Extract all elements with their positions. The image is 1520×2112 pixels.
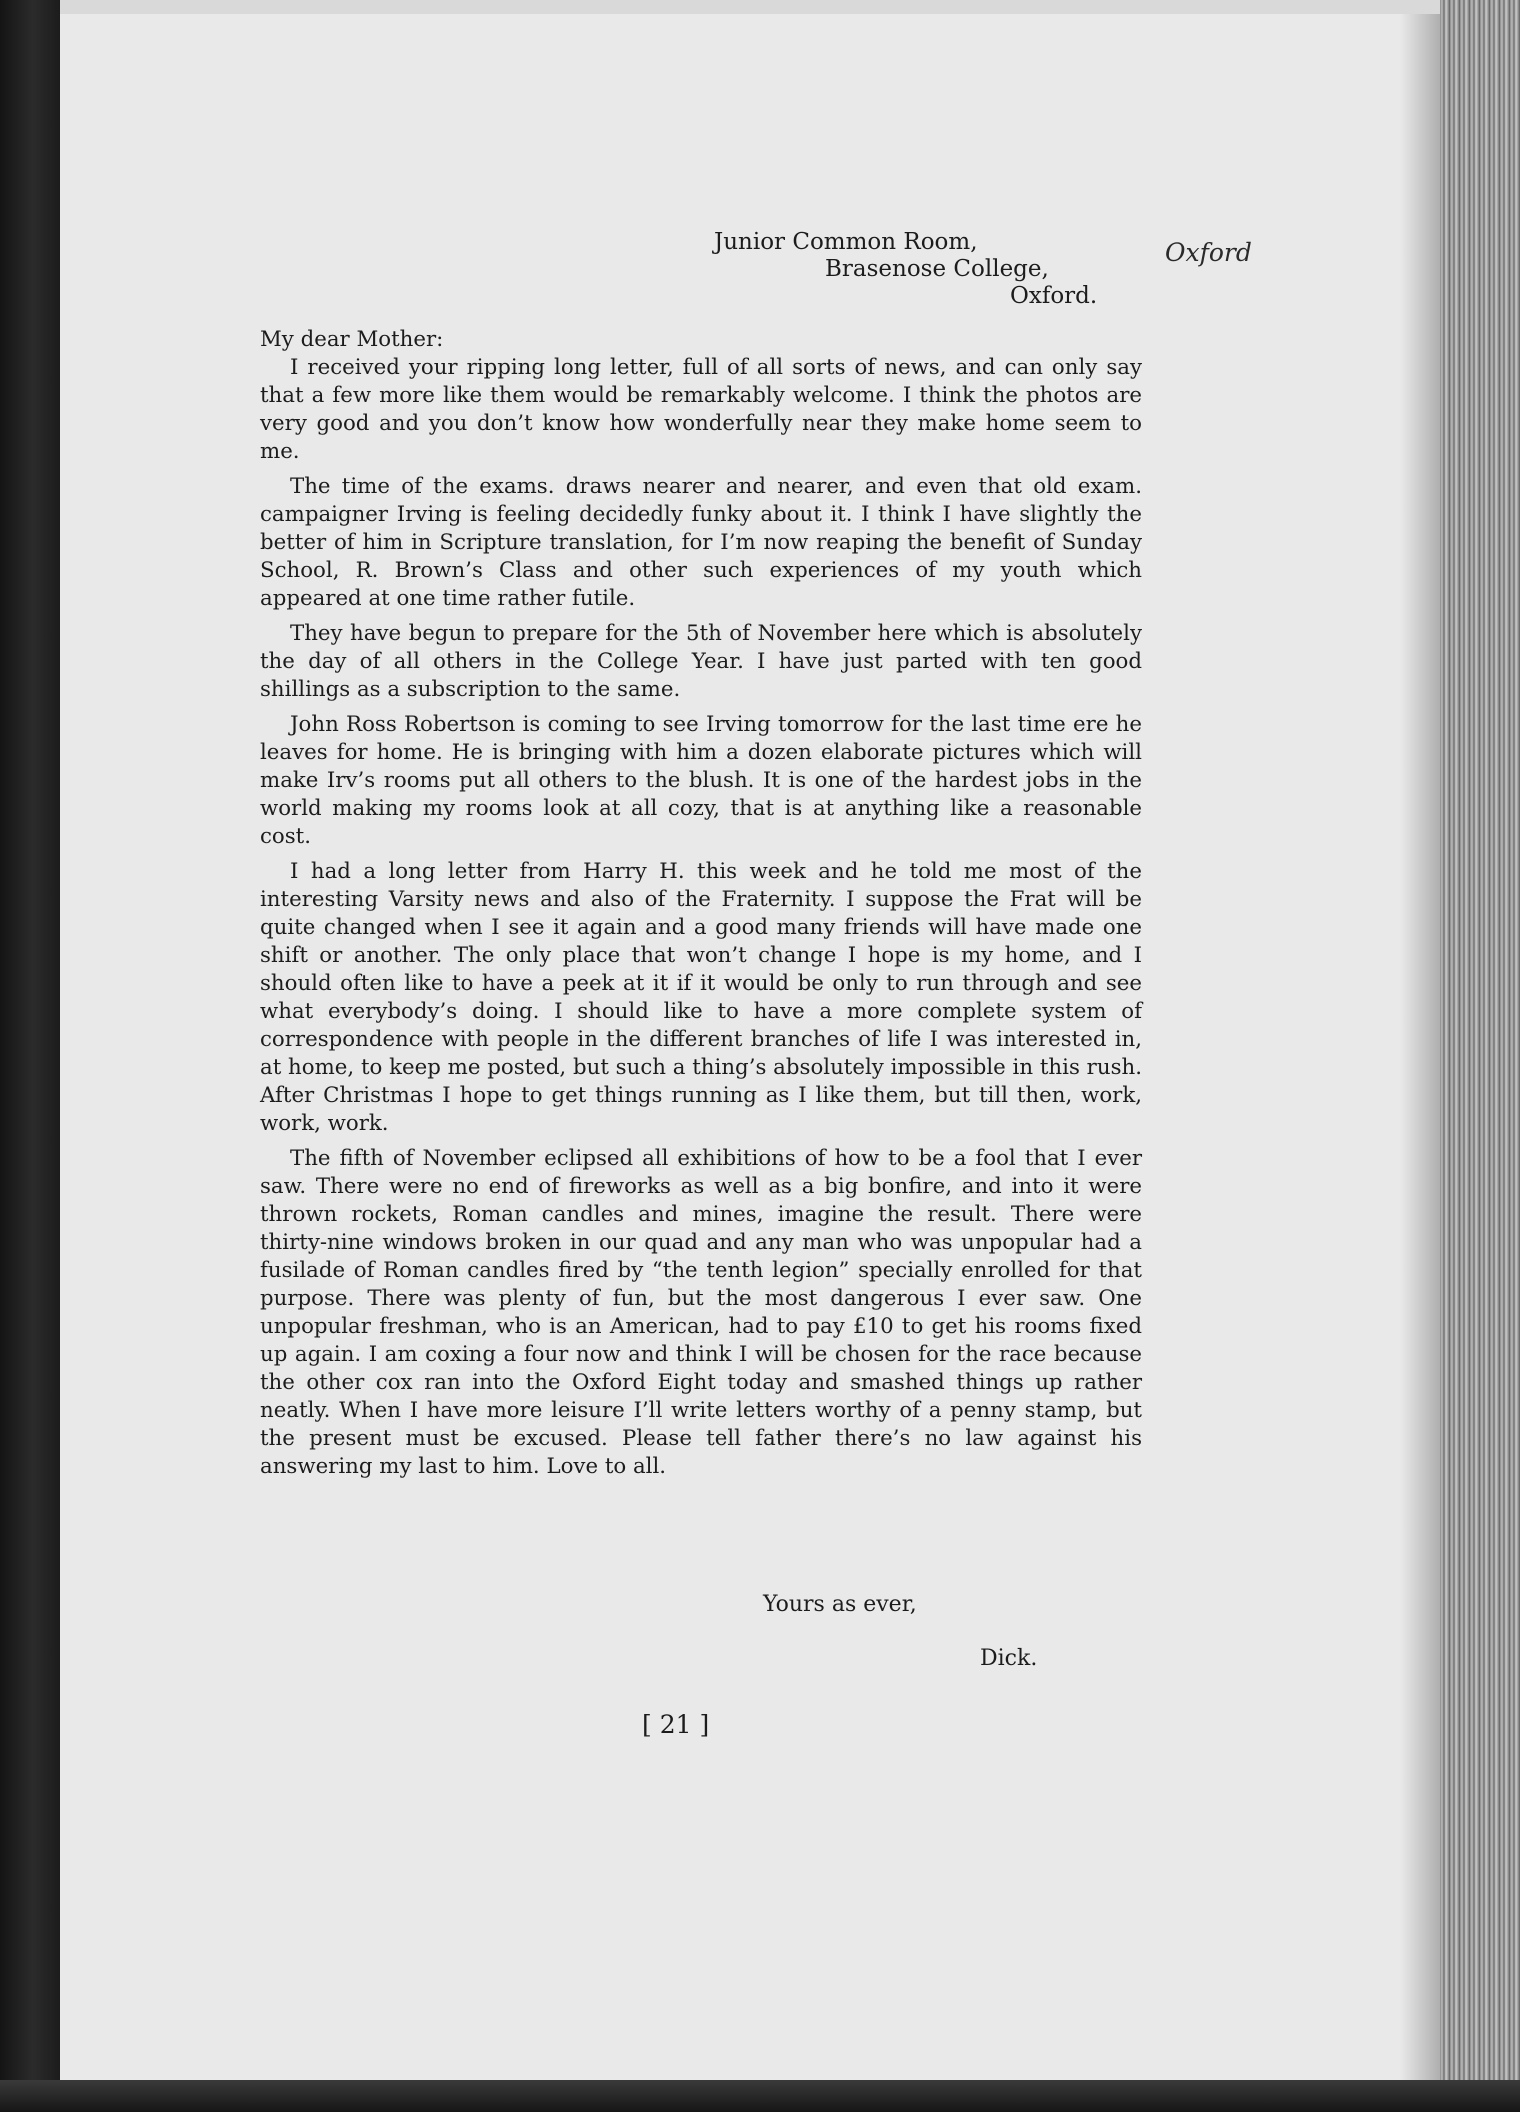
paragraph: I had a long letter from Harry H. this week and he told me most of the interesting Varsity news and also of the Fraternity. I suppose the Frat will be quite changed when I see it again and a good many friends will have made one shift or another. The only place that won’t change I hope is my home, and I should often like to have a peek at it if it would be only to run through and see what everybody’s doing. I should like to have a more complete system of correspondence with people in the different branches of life I was interested in, at home, to keep me posted, but such a thing’s absolutely impossible in this rush. After Christmas I hope to get things running as I like them, but till then, work, work, work. [260,859,1142,1136]
running-head: Oxford [1165,238,1252,267]
book-page-edges [1440,0,1520,2112]
book-binding-shadow [0,0,60,2112]
paragraph: The fifth of November eclipsed all exhibitions of how to be a fool that I ever saw. There were no end of fireworks as well as a big bonfire, and into it were thrown rockets, Roman candles and mines, imagine the result. There were thirty-nine windows broken in our quad and any man who was unpopular had a fusilade of Roman candles fired by “the tenth legion” specially enrolled for that purpose. There was plenty of fun, but the most dangerous I ever saw. One unpopular freshman, who is an American, had to pay £10 to get his rooms fixed up again. I am coxing a four now and think I will be chosen for the race because the other cox ran into the Oxford Eight today and smashed things up rather neatly. When I have more leisure I’ll write letters worthy of a penny stamp, but the present must be excused. Please tell father there’s no law against his answering my last to him. Love to all. [260,1146,1142,1479]
paragraph: The time of the exams. draws nearer and nearer, and even that old exam. campaigner Irving is feeling decidedly funky about it. I think I have slightly the better of him in Scripture translation, for I’m now reaping the benefit of Sunday School, R. Brown’s Class and other such experiences of my youth which appeared at one time rather futile. [260,474,1142,611]
address-line-2: Brasenose College, [825,256,1049,282]
page-number: [ 21 ] [642,1710,710,1739]
signature: Dick. [980,1646,1038,1671]
scan-bottom-border [0,2080,1520,2112]
closing: Yours as ever, [763,1592,917,1617]
salutation: My dear Mother: [260,327,444,352]
paragraph: I received your ripping long letter, full of all sorts of news, and can only say that a few more like them would be remarkably welcome. I think the photos are very good and you don’t know how wonderfully near they make home seem to me. [260,355,1142,464]
address-line-3: Oxford. [1010,283,1098,309]
letter-body [260,326,1142,1488]
paragraph: They have begun to prepare for the 5th of November here which is absolutely the day of all others in the College Year. I have just parted with ten good shillings as a subscription to the same. [260,621,1142,702]
page-edge-shadow [1400,14,1440,2080]
paragraph: John Ross Robertson is coming to see Irving tomorrow for the last time ere he leaves for home. He is bringing with him a dozen elaborate pictures which will make Irv’s rooms put all others to the blush. It is one of the hardest jobs in the world making my rooms look at all cozy, that is at anything like a reasonable cost. [260,712,1142,849]
paper-page [60,14,1440,2080]
address-line-1: Junior Common Room, [714,229,978,255]
